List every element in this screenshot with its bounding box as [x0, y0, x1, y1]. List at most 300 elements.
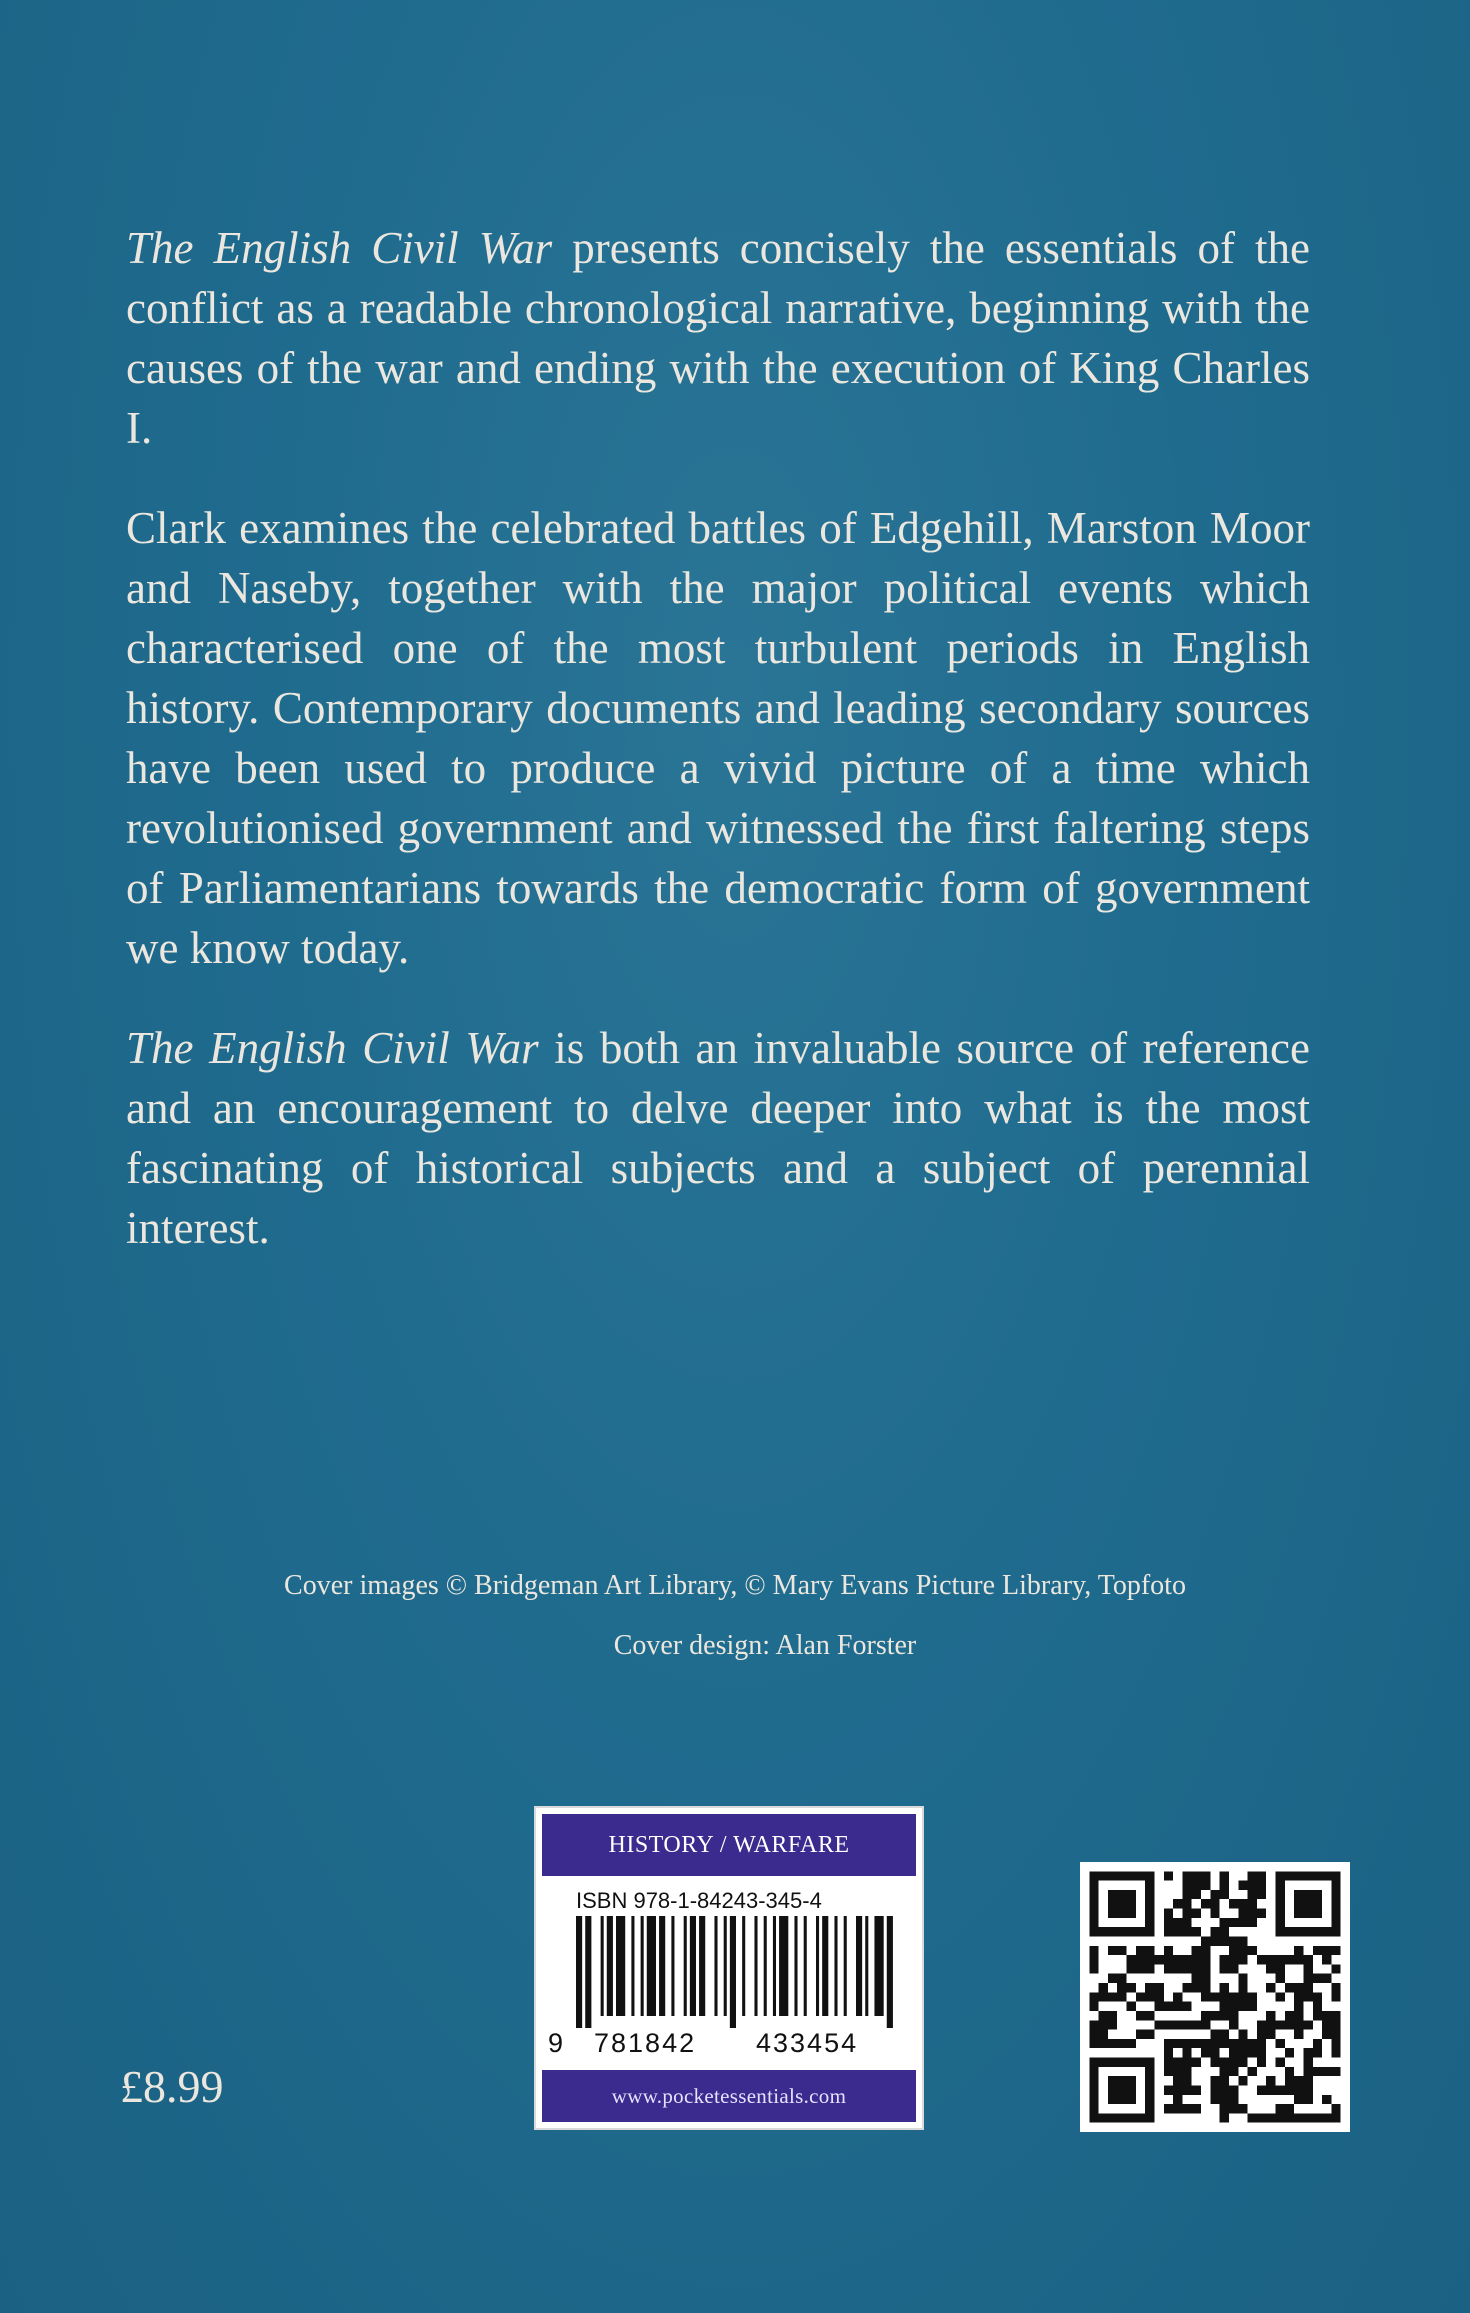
- qr-module: [1276, 2058, 1285, 2067]
- qr-module: [1285, 2048, 1294, 2057]
- qr-module: [1089, 2095, 1098, 2104]
- qr-module: [1127, 2058, 1136, 2067]
- qr-module: [1313, 2113, 1322, 2122]
- qr-module: [1145, 2067, 1154, 2076]
- qr-module: [1136, 1871, 1145, 1880]
- qr-module: [1127, 2076, 1136, 2085]
- qr-module: [1238, 2039, 1247, 2048]
- qr-module: [1201, 1964, 1210, 1973]
- qr-module: [1127, 2002, 1136, 2011]
- barcode-icon: [576, 1916, 896, 2028]
- qr-module: [1220, 2067, 1229, 2076]
- blurb-text-3: is both an invaluable source of reference and an encouragement to delve deeper into what is the most fascinating of historical subjects and a subject of perennial interest.: [126, 1023, 1310, 1253]
- qr-module: [1145, 1964, 1154, 1973]
- qr-module: [1182, 1871, 1191, 1880]
- qr-module: [1164, 2104, 1173, 2113]
- qr-module: [1192, 1871, 1201, 1880]
- qr-module: [1145, 2095, 1154, 2104]
- barcode-bar: [616, 1916, 625, 2016]
- qr-module: [1089, 1992, 1098, 2001]
- qr-module: [1173, 1955, 1182, 1964]
- qr-module: [1322, 1946, 1331, 1955]
- qr-module: [1331, 2030, 1340, 2039]
- qr-module: [1285, 2076, 1294, 2085]
- qr-module: [1220, 2058, 1229, 2067]
- barcode-panel: [536, 1808, 922, 2128]
- qr-module: [1220, 2095, 1229, 2104]
- qr-module: [1127, 1909, 1136, 1918]
- qr-module: [1322, 2030, 1331, 2039]
- qr-module: [1127, 1890, 1136, 1899]
- qr-module: [1266, 1983, 1275, 1992]
- qr-module: [1248, 1992, 1257, 2001]
- qr-module: [1099, 2113, 1108, 2122]
- qr-module: [1294, 1927, 1303, 1936]
- qr-module: [1145, 2085, 1154, 2094]
- qr-module: [1229, 1936, 1238, 1945]
- qr-module: [1192, 2058, 1201, 2067]
- qr-module: [1127, 1964, 1136, 1973]
- qr-module: [1173, 2067, 1182, 2076]
- qr-module: [1294, 1992, 1303, 2001]
- qr-module: [1145, 1881, 1154, 1890]
- qr-module: [1313, 1871, 1322, 1880]
- qr-module: [1127, 2085, 1136, 2094]
- qr-module: [1294, 2002, 1303, 2011]
- barcode-bar: [856, 1916, 862, 2016]
- qr-module: [1248, 2067, 1257, 2076]
- qr-module: [1266, 2011, 1275, 2020]
- qr-module: [1201, 2039, 1210, 2048]
- barcode-bar: [641, 1916, 644, 2016]
- qr-module: [1099, 2030, 1108, 2039]
- qr-module: [1089, 1927, 1098, 1936]
- qr-module: [1303, 2113, 1312, 2122]
- qr-module: [1238, 1899, 1247, 1908]
- qr-module: [1248, 1881, 1257, 1890]
- qr-module: [1313, 1909, 1322, 1918]
- qr-module: [1238, 1974, 1247, 1983]
- qr-module: [1276, 1992, 1285, 2001]
- qr-module: [1201, 1946, 1210, 1955]
- qr-module: [1331, 2039, 1340, 2048]
- qr-module: [1238, 2076, 1247, 2085]
- qr-module: [1331, 1992, 1340, 2001]
- qr-module: [1294, 1899, 1303, 1908]
- qr-module: [1257, 1955, 1266, 1964]
- qr-module: [1303, 2067, 1312, 2076]
- qr-module: [1229, 2058, 1238, 2067]
- qr-module: [1303, 2058, 1312, 2067]
- qr-module: [1164, 1955, 1173, 1964]
- qr-module: [1248, 1918, 1257, 1927]
- qr-module: [1322, 2067, 1331, 2076]
- qr-module: [1229, 1946, 1238, 1955]
- qr-module: [1089, 2104, 1098, 2113]
- qr-module: [1303, 2076, 1312, 2085]
- qr-module: [1164, 2067, 1173, 2076]
- qr-module: [1276, 1927, 1285, 1936]
- qr-module: [1266, 2076, 1275, 2085]
- barcode-bar: [714, 1916, 717, 2016]
- qr-module: [1173, 1927, 1182, 1936]
- qr-module: [1108, 1909, 1117, 1918]
- qr-module: [1331, 2011, 1340, 2020]
- qr-module: [1220, 1964, 1229, 1973]
- qr-module: [1294, 2113, 1303, 2122]
- qr-module: [1201, 1955, 1210, 1964]
- barcode-bar: [730, 1916, 736, 2028]
- qr-module: [1220, 1983, 1229, 1992]
- qr-module: [1229, 2048, 1238, 2057]
- barcode-bar: [773, 1916, 776, 2016]
- qr-module: [1248, 1871, 1257, 1880]
- barcode-bar: [601, 1916, 604, 2016]
- qr-module: [1089, 1890, 1098, 1899]
- qr-module: [1285, 1955, 1294, 1964]
- qr-module: [1145, 1890, 1154, 1899]
- qr-module: [1322, 1974, 1331, 1983]
- qr-module: [1257, 2048, 1266, 2057]
- qr-module: [1285, 2011, 1294, 2020]
- qr-module: [1136, 2030, 1145, 2039]
- qr-module: [1331, 1890, 1340, 1899]
- qr-module: [1173, 2076, 1182, 2085]
- qr-module: [1238, 2058, 1247, 2067]
- qr-module: [1201, 1936, 1210, 1945]
- qr-module: [1331, 1909, 1340, 1918]
- qr-module: [1238, 2104, 1247, 2113]
- qr-module: [1154, 2020, 1163, 2029]
- qr-module: [1173, 2095, 1182, 2104]
- qr-module: [1108, 2039, 1117, 2048]
- qr-module: [1089, 2076, 1098, 2085]
- barcode-bar: [887, 1916, 893, 2028]
- qr-module: [1331, 1964, 1340, 1973]
- qr-module: [1108, 2085, 1117, 2094]
- qr-module: [1108, 2113, 1117, 2122]
- qr-module: [1331, 1871, 1340, 1880]
- qr-module: [1220, 2076, 1229, 2085]
- barcode-bar: [874, 1916, 883, 2016]
- qr-module: [1136, 2011, 1145, 2020]
- qr-module: [1238, 1936, 1247, 1945]
- qr-module: [1294, 2030, 1303, 2039]
- qr-module: [1276, 1881, 1285, 1890]
- qr-module: [1201, 1983, 1210, 1992]
- qr-module: [1238, 2048, 1247, 2057]
- qr-module: [1117, 1890, 1126, 1899]
- qr-module: [1229, 1964, 1238, 1973]
- blurb-paragraph-2: [126, 498, 1310, 978]
- qr-module: [1238, 1992, 1247, 2001]
- qr-module: [1220, 1955, 1229, 1964]
- qr-module: [1201, 2020, 1210, 2029]
- qr-module: [1313, 1946, 1322, 1955]
- qr-module: [1294, 1890, 1303, 1899]
- qr-module: [1229, 2104, 1238, 2113]
- qr-module: [1117, 2039, 1126, 2048]
- qr-module: [1192, 1927, 1201, 1936]
- qr-module: [1117, 1974, 1126, 1983]
- qr-module: [1089, 1918, 1098, 1927]
- qr-module: [1294, 2011, 1303, 2020]
- qr-module: [1257, 2030, 1266, 2039]
- qr-module: [1276, 2113, 1285, 2122]
- qr-module: [1229, 2067, 1238, 2076]
- qr-module: [1201, 1881, 1210, 1890]
- qr-module: [1136, 2113, 1145, 2122]
- qr-module: [1117, 1871, 1126, 1880]
- qr-module: [1220, 1927, 1229, 1936]
- qr-module: [1276, 1974, 1285, 1983]
- qr-module: [1089, 2030, 1098, 2039]
- qr-module: [1229, 1918, 1238, 1927]
- qr-module: [1285, 1983, 1294, 1992]
- qr-module: [1117, 1909, 1126, 1918]
- qr-module: [1276, 2085, 1285, 2094]
- qr-module: [1266, 2113, 1275, 2122]
- qr-module: [1182, 1899, 1191, 1908]
- qr-module: [1238, 1946, 1247, 1955]
- qr-module: [1331, 1983, 1340, 1992]
- barcode-bar: [585, 1916, 591, 2028]
- barcode-bar: [607, 1916, 613, 2016]
- qr-module: [1331, 1899, 1340, 1908]
- qr-module: [1182, 1881, 1191, 1890]
- qr-module: [1117, 1983, 1126, 1992]
- qr-module: [1108, 1890, 1117, 1899]
- qr-module: [1257, 1881, 1266, 1890]
- qr-module: [1313, 1927, 1322, 1936]
- qr-module: [1229, 2039, 1238, 2048]
- isbn-text: ISBN 978-1-84243-345-4: [576, 1888, 822, 1913]
- qr-module: [1303, 2085, 1312, 2094]
- qr-module: [1089, 2085, 1098, 2094]
- qr-module: [1108, 1974, 1117, 1983]
- qr-module: [1229, 1992, 1238, 2001]
- barcode-bar: [822, 1916, 828, 2016]
- qr-module: [1276, 1909, 1285, 1918]
- qr-module: [1145, 1899, 1154, 1908]
- qr-module: [1248, 2002, 1257, 2011]
- qr-module: [1257, 2020, 1266, 2029]
- qr-module: [1266, 2020, 1275, 2029]
- qr-module: [1294, 2020, 1303, 2029]
- barcode-bar: [865, 1916, 868, 2016]
- qr-module: [1145, 1955, 1154, 1964]
- qr-module: [1117, 1946, 1126, 1955]
- qr-module: [1220, 1918, 1229, 1927]
- qr-module: [1099, 1983, 1108, 1992]
- qr-module: [1145, 1983, 1154, 1992]
- qr-module: [1322, 2020, 1331, 2029]
- qr-module: [1182, 2085, 1191, 2094]
- qr-module: [1229, 2095, 1238, 2104]
- qr-module: [1117, 1927, 1126, 1936]
- qr-module: [1331, 2020, 1340, 2029]
- ean-group-1: 781842: [594, 2028, 697, 2058]
- qr-module: [1285, 1871, 1294, 1880]
- qr-module: [1313, 1890, 1322, 1899]
- qr-module: [1136, 1927, 1145, 1936]
- qr-module: [1276, 1890, 1285, 1899]
- barcode-bar: [794, 1916, 797, 2016]
- qr-module: [1294, 1955, 1303, 1964]
- barcode-bar: [844, 1916, 847, 2016]
- qr-module: [1089, 1871, 1098, 1880]
- qr-module: [1331, 2113, 1340, 2122]
- qr-module: [1136, 1992, 1145, 2001]
- qr-module: [1201, 1974, 1210, 1983]
- qr-module: [1136, 1946, 1145, 1955]
- book-title: The English Civil War: [126, 1023, 539, 1073]
- qr-module: [1173, 2020, 1182, 2029]
- qr-module: [1257, 1871, 1266, 1880]
- qr-module: [1201, 2011, 1210, 2020]
- qr-module: [1182, 2058, 1191, 2067]
- qr-module: [1108, 2095, 1117, 2104]
- qr-module: [1127, 2039, 1136, 2048]
- qr-module: [1108, 1946, 1117, 1955]
- qr-module: [1089, 1946, 1098, 1955]
- qr-module: [1182, 2104, 1191, 2113]
- qr-module: [1192, 1983, 1201, 1992]
- qr-module: [1276, 1964, 1285, 1973]
- qr-module: [1192, 2020, 1201, 2029]
- qr-module: [1201, 1992, 1210, 2001]
- qr-module: [1220, 2039, 1229, 2048]
- barcode-bar: [724, 1916, 727, 2016]
- qr-module: [1220, 2011, 1229, 2020]
- qr-module: [1276, 2039, 1285, 2048]
- qr-module: [1210, 2039, 1219, 2048]
- qr-module: [1108, 1927, 1117, 1936]
- qr-module: [1331, 1946, 1340, 1955]
- qr-module: [1266, 2030, 1275, 2039]
- qr-module: [1313, 2039, 1322, 2048]
- qr-module: [1229, 2085, 1238, 2094]
- qr-module: [1145, 2030, 1154, 2039]
- qr-module: [1145, 2058, 1154, 2067]
- qr-module: [1294, 2085, 1303, 2094]
- qr-module: [1303, 1992, 1312, 2001]
- barcode-bar: [684, 1916, 687, 2016]
- blurb-paragraph-3: [126, 1018, 1310, 1258]
- qr-module: [1145, 1927, 1154, 1936]
- qr-module: [1210, 1909, 1219, 1918]
- qr-module: [1303, 2095, 1312, 2104]
- qr-module: [1173, 1964, 1182, 1973]
- qr-module: [1089, 2058, 1098, 2067]
- qr-module: [1313, 1974, 1322, 1983]
- website-url: www.pocketessentials.com: [542, 2070, 916, 2122]
- qr-module: [1294, 2076, 1303, 2085]
- qr-module: [1322, 2113, 1331, 2122]
- qr-module: [1182, 2002, 1191, 2011]
- qr-module: [1192, 2085, 1201, 2094]
- qr-module: [1164, 1927, 1173, 1936]
- qr-module: [1229, 2011, 1238, 2020]
- qr-module: [1127, 1955, 1136, 1964]
- qr-module: [1127, 1871, 1136, 1880]
- qr-module: [1257, 2085, 1266, 2094]
- qr-module: [1154, 2002, 1163, 2011]
- qr-module: [1127, 1983, 1136, 1992]
- qr-module: [1229, 2002, 1238, 2011]
- qr-module: [1108, 2076, 1117, 2085]
- qr-module: [1192, 2039, 1201, 2048]
- qr-module: [1108, 1992, 1117, 2001]
- qr-module: [1154, 1955, 1163, 1964]
- qr-module: [1313, 1992, 1322, 2001]
- qr-module: [1210, 1936, 1219, 1945]
- qr-module: [1099, 2039, 1108, 2048]
- qr-module: [1089, 1964, 1098, 1973]
- qr-module: [1182, 1927, 1191, 1936]
- qr-module: [1099, 1992, 1108, 2001]
- qr-module: [1145, 1992, 1154, 2001]
- qr-module: [1117, 2113, 1126, 2122]
- qr-module: [1089, 1881, 1098, 1890]
- qr-module: [1303, 1871, 1312, 1880]
- barcode-bar: [576, 1916, 582, 2028]
- qr-module: [1127, 2095, 1136, 2104]
- qr-module: [1173, 1992, 1182, 2001]
- ean-group-2: 433454: [756, 2028, 859, 2058]
- qr-module: [1220, 1936, 1229, 1945]
- qr-module: [1276, 1955, 1285, 1964]
- qr-module: [1238, 2030, 1247, 2039]
- qr-module: [1210, 1927, 1219, 1936]
- blurb: [126, 218, 1310, 1298]
- qr-module: [1294, 2095, 1303, 2104]
- qr-module: [1173, 2002, 1182, 2011]
- qr-module: [1164, 1871, 1173, 1880]
- qr-module: [1331, 1881, 1340, 1890]
- qr-module: [1099, 1927, 1108, 1936]
- cover-design-credit: Cover design: Alan Forster: [613, 1630, 917, 1661]
- qr-module: [1238, 1881, 1247, 1890]
- qr-module: [1238, 1955, 1247, 1964]
- qr-module: [1145, 2113, 1154, 2122]
- qr-module: [1164, 2058, 1173, 2067]
- qr-module: [1173, 1918, 1182, 1927]
- qr-module: [1117, 1992, 1126, 2001]
- qr-module: [1127, 1899, 1136, 1908]
- qr-module: [1117, 2095, 1126, 2104]
- qr-module: [1164, 1964, 1173, 1973]
- qr-module: [1285, 2113, 1294, 2122]
- qr-module: [1248, 2048, 1257, 2057]
- qr-module: [1164, 2039, 1173, 2048]
- qr-module: [1313, 2048, 1322, 2057]
- qr-module: [1089, 2113, 1098, 2122]
- qr-module: [1322, 2011, 1331, 2020]
- barcode-bar: [631, 1916, 634, 2016]
- qr-module: [1257, 1890, 1266, 1899]
- qr-module: [1238, 2002, 1247, 2011]
- qr-module: [1164, 1946, 1173, 1955]
- qr-module: [1154, 1983, 1163, 1992]
- qr-module: [1220, 1992, 1229, 2001]
- qr-module: [1220, 1881, 1229, 1890]
- qr-module: [1145, 1946, 1154, 1955]
- blurb-text-1: presents concisely the essentials of the conflict as a readable chronological narrative, beginning with the causes of the war and ending with the execution of King Charles I.: [126, 223, 1311, 453]
- qr-module: [1108, 2020, 1117, 2029]
- qr-module: [1164, 1918, 1173, 1927]
- qr-module: [1173, 2039, 1182, 2048]
